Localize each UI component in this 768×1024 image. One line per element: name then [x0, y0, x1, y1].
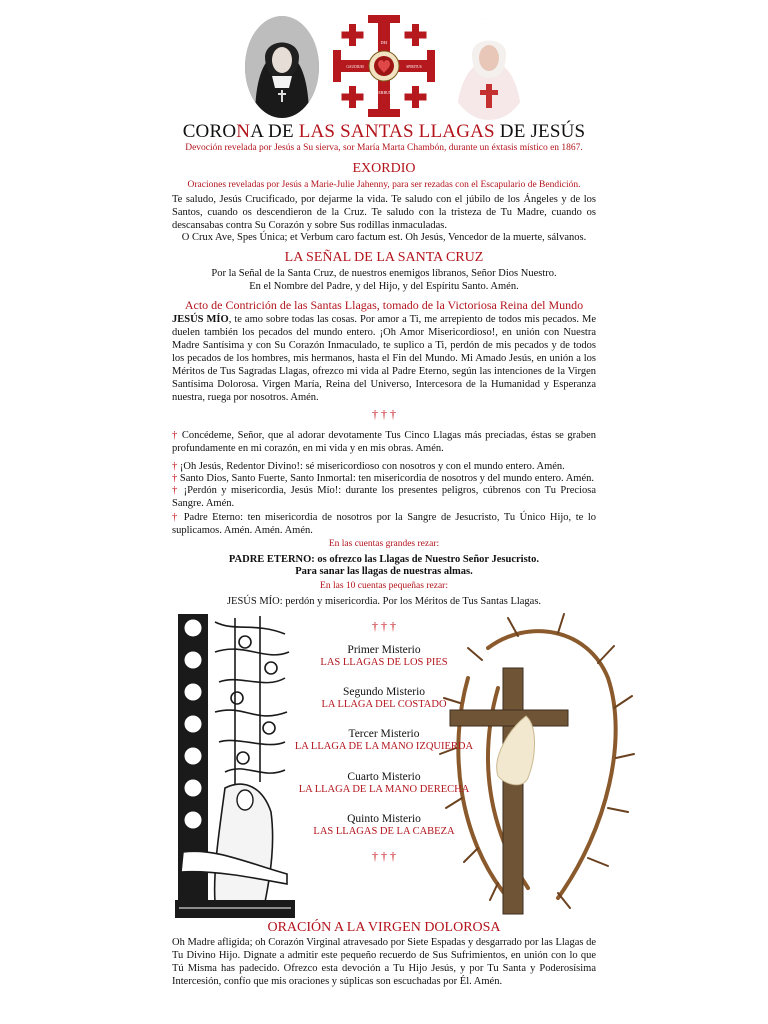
contricion-heading: Acto de Contrición de las Santas Llagas, tomado de la Victoriosa Reina del Mundo: [184, 298, 584, 312]
contricion-paragraph: [172, 313, 596, 404]
mystery-title: Cuarto Misterio: [347, 771, 421, 783]
triple-cross-divider: † † †: [372, 407, 396, 421]
prayer-item: [172, 511, 596, 537]
cuentas-pequenas-label: En las 10 cuentas pequeñas rezar:: [320, 581, 448, 591]
cross-icon: †: [172, 461, 178, 472]
prayer-text: ¡Oh Jesús, Redentor Divino!: sé misericordioso con nosotros y con el mundo entero. Amén.: [177, 461, 565, 472]
virgen-paragraph: Oh Madre afligida; oh Corazón Virginal atravesado por Siete Espadas y desgarrado por las Llagas de Tu Divino Hijo. Dignate a admitir este pequeño recuerdo de Sus Sufrimientos, en unión con lo que Tú Misma has padecido. Ofrezco esta devoción a Tu Hijo Jesús, y por Tu Santa y Poderosísima Intercesión, confío que mis oraciones y súplicas son escuchadas por Él. Amén.: [172, 937, 596, 987]
emblem-text-bottom: VERBUM: [375, 90, 393, 95]
pieta-engraving-image: [175, 612, 295, 918]
cross-icon: †: [172, 473, 178, 484]
cuentas-grandes-prayer-2: [0, 565, 768, 578]
title-part: A DE: [250, 121, 299, 142]
prayer-item: [172, 484, 596, 510]
emblem-text-top: DEI: [380, 40, 388, 45]
prayer-text: Padre Eterno: ten misericordia de nosotros por la Sangre de Jesucristo, Tu Único Hijo, te lo suplicamos. Amén. Amén. Amén.: [172, 512, 596, 536]
cross-icon: †: [172, 485, 180, 496]
page-title: [0, 121, 768, 143]
contricion-lead: JESÚS MÍO: [172, 314, 229, 325]
mystery-title: Segundo Misterio: [342, 686, 426, 698]
mystery-name: LA LLAGA DE LA MANO DERECHA: [298, 784, 470, 795]
senal-heading: LA SEÑAL DE LA SANTA CRUZ: [284, 250, 484, 265]
emblem-text-left: GAUDIUM: [346, 65, 364, 69]
mystery-title: Tercer Misterio: [348, 728, 420, 740]
subtitle: Devoción revelada por Jesús a Su sierva, sor María Marta Chambón, durante un éxtasis místico en 1867.: [185, 143, 583, 153]
cuentas-grandes-text2: Para sanar las llagas de nuestras almas.: [295, 566, 473, 577]
triple-cross-divider: † † †: [372, 849, 396, 863]
title-part: DE JESÚS: [494, 121, 586, 142]
cross-icon: †: [172, 512, 180, 523]
cuentas-grandes-label: En las cuentas grandes rezar:: [328, 539, 440, 549]
mystery-title: Primer Misterio: [347, 644, 421, 656]
mystery-name: LA LLAGA DE LA MANO IZQUIERDA: [294, 741, 474, 752]
title-part: N: [236, 121, 251, 142]
emblem-text-right: SPIRITUS: [406, 65, 422, 69]
prayer-text: Santo Dios, Santo Fuerte, Santo Inmortal: ten misericordia de nosotros y del mundo entero. Amén.: [177, 473, 594, 484]
cuentas-pequenas-prayer: JESÚS MÍO: perdón y misericordia. Por los Méritos de Tus Santas Llagas.: [226, 596, 542, 607]
prayer-item: [172, 429, 596, 455]
cuentas-grandes-text: : os ofrezco las Llagas de Nuestro Señor Jesucristo.: [311, 554, 540, 565]
mystery-title: Quinto Misterio: [347, 813, 421, 825]
nun-portrait-right: [448, 18, 530, 120]
senal-line: En el Nombre del Padre, y del Hijo, y del Espíritu Santo. Amén.: [249, 281, 519, 292]
exordio-note: Oraciones reveladas por Jesús a Marie-Julie Jahenny, para ser rezadas con el Escapulario de Bendición.: [187, 180, 581, 190]
prayer-text: Concédeme, Señor, que al adorar devotamente Tus Cinco Llagas más preciadas, éstas se graben profundamente en mi corazón, en mi vida y en mis obras. Amén.: [172, 430, 596, 454]
mystery-name: LAS LLAGAS DE LOS PIES: [320, 657, 448, 668]
exordio-latin: O Crux Ave, Spes Única; et Verbum caro factum est. Oh Jesús, Vencedor de la muerte, sálvanos.: [181, 232, 587, 243]
prayer-text: ¡Perdón y misericordia, Jesús Mío!: durante los presentes peligros, cúbrenos con Tu Preciosa Sangre. Amén.: [172, 485, 597, 509]
exordio-heading: EXORDIO: [352, 161, 416, 176]
exordio-paragraph: Te saludo, Jesús Crucificado, por dejarme la vida. Te saludo con el júbilo de los Ángeles y de los Santos, cuando os descendieron de la Cruz. Te saludo con la tristeza de Tu Madre, cuando os descansabas contra Su Corazón y sobre Sus rodillas inmaculadas.: [172, 194, 596, 231]
cuentas-grandes-lead: PADRE ETERNO: [228, 554, 312, 565]
title-part: LAS SANTAS LLAGAS: [298, 121, 495, 142]
senal-line: Por la Señal de la Santa Cruz, de nuestros enemigos líbranos, Señor Dios Nuestro.: [211, 268, 557, 279]
mystery-name: LA LLAGA DEL COSTADO: [321, 699, 447, 710]
triple-cross-divider: † † †: [372, 619, 396, 633]
mystery-name: LAS LLAGAS DE LA CABEZA: [313, 826, 455, 837]
contricion-text: , te amo sobre todas las cosas. Por amor a Ti, me arrepiento de todos mis pecados. Me duelen también los pecados del mundo entero. ¡Oh Amor Misericordioso!, en unión con Nuestra Madre Santísima y con Su Corazón Inmaculado, te suplico a Ti, perdón de mis pecados y de todos los pecados de los hombres, mis hermanos, hasta el Fin del Mundo. Mi Amado Jesús, en unión a los Méritos de Tus Sagradas Llagas, ofrezco mi vida al Padre Eterno, según las intenciones de la Virgen Santísima Dolorosa. Virgen María, Reina del Universo, Intercesora de la Humanidad y Esperanza nuestra, ruega por nosotros. Amén.: [172, 314, 596, 403]
virgen-heading: ORACIÓN A LA VIRGEN DOLOROSA: [267, 920, 501, 935]
jerusalem-cross-emblem: [333, 12, 435, 120]
cross-icon: †: [172, 430, 179, 441]
nun-portrait-left: [245, 16, 319, 118]
title-part: CORO: [182, 121, 237, 142]
